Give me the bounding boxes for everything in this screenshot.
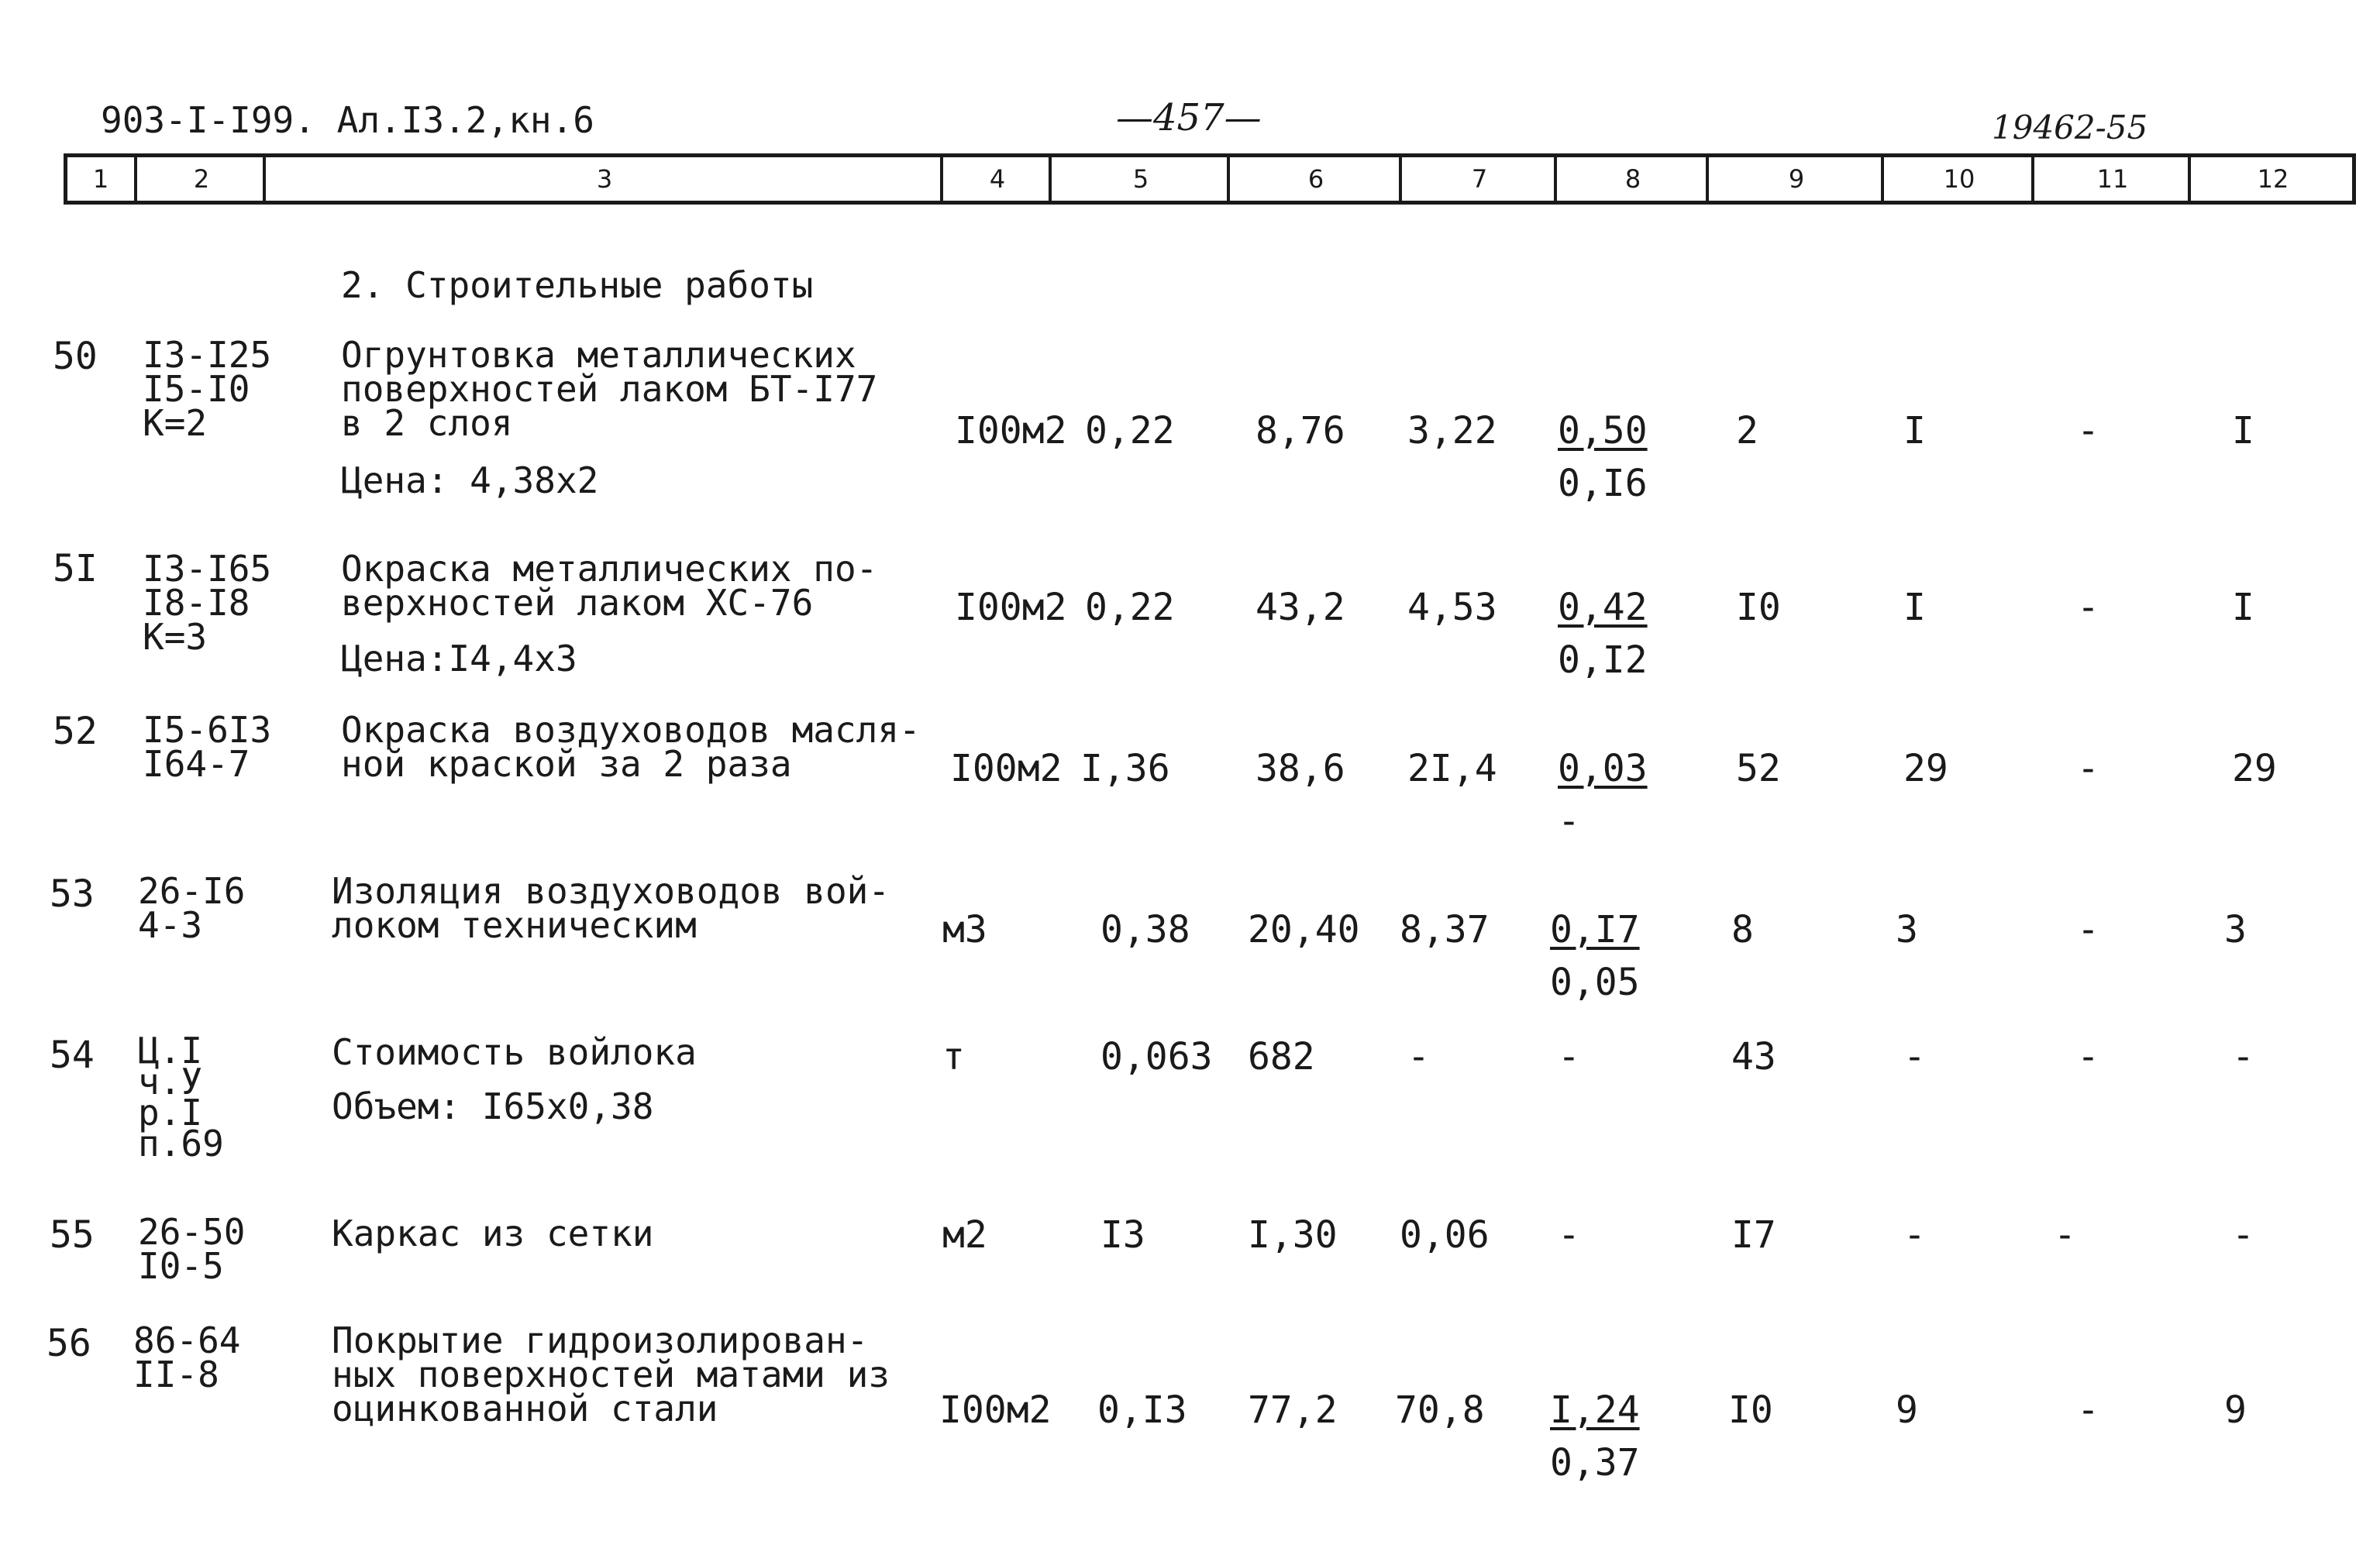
col9-value: 52 [1736, 747, 1781, 790]
col10-value: - [1903, 1035, 1926, 1079]
column-number: 7 [1399, 157, 1557, 201]
col7-value: - [1407, 1035, 1430, 1079]
unit: I00м2 [939, 1388, 1052, 1432]
column-number: 11 [2031, 157, 2191, 201]
col12-value: - [2232, 1213, 2254, 1257]
col7-value: 0,06 [1400, 1213, 1490, 1257]
description-line: ных поверхностей матами из [332, 1354, 890, 1395]
description-line: Огрунтовка металлических [341, 334, 856, 376]
unit-cost: I,30 [1248, 1213, 1338, 1257]
work-description [332, 870, 890, 946]
row-number: 5I [53, 547, 98, 590]
unit: м3 [942, 908, 987, 951]
norm-code [138, 1030, 224, 1165]
col10-value: 9 [1896, 1388, 1918, 1432]
column-number-bar [64, 153, 2356, 205]
description-line: Стоимость войлока [332, 1031, 697, 1073]
code-line: 4-3 [138, 904, 203, 946]
col7-value: 70,8 [1395, 1388, 1485, 1432]
work-description [341, 334, 878, 444]
code-line: I0-5 [138, 1245, 224, 1287]
column-number: 1 [92, 164, 109, 194]
price-note: Цена:I4,4х3 [341, 638, 577, 679]
code-line: I64-7 [143, 743, 250, 785]
code-line: 26-50 [138, 1211, 246, 1253]
col11-value: - [2054, 1213, 2076, 1257]
section-title: 2. Строительные работы [341, 264, 814, 306]
code-line: I3-I25 [143, 334, 272, 376]
column-number: 2 [134, 157, 266, 201]
col9-value: I0 [1736, 586, 1781, 629]
code-line: р.I [138, 1092, 203, 1134]
price-note: Объем: I65х0,38 [332, 1085, 654, 1127]
handwritten-reference: 19462-55 [1992, 108, 2148, 146]
col8-fraction [1558, 409, 1648, 505]
column-number: 5 [1049, 157, 1230, 201]
fraction-top: 0,I7 [1550, 908, 1640, 951]
column-number: 10 [1881, 157, 2034, 201]
col7-value: 8,37 [1400, 908, 1490, 951]
col7-value: 3,22 [1407, 409, 1497, 452]
col12-value: I [2232, 586, 2254, 629]
fraction-top: I,24 [1550, 1388, 1640, 1432]
description-line: локом техническим [332, 904, 697, 946]
code-line: I5-6I3 [143, 709, 272, 751]
unit: I00м2 [955, 586, 1067, 629]
col7-value: 4,53 [1407, 586, 1497, 629]
fraction-bottom: 0,37 [1550, 1441, 1640, 1484]
col8-fraction [1558, 586, 1648, 682]
col12-value: 3 [2224, 908, 2247, 951]
norm-code [143, 334, 272, 444]
col8-fraction [1550, 1388, 1640, 1484]
unit-cost: 682 [1248, 1035, 1315, 1079]
work-description [341, 709, 921, 785]
page-number: —457— [1116, 96, 1262, 139]
col10-value: I [1903, 586, 1926, 629]
col10-value: I [1903, 409, 1926, 452]
quantity: I,36 [1080, 747, 1170, 790]
col11-value: - [2077, 1388, 2099, 1432]
col10-value: - [1903, 1213, 1926, 1257]
quantity: 0,063 [1100, 1035, 1213, 1079]
code-line: I5-I0 [143, 368, 250, 410]
unit-cost: 8,76 [1255, 409, 1345, 452]
code-line: II-8 [133, 1354, 219, 1395]
description-line: верхностей лаком ХС-76 [341, 582, 814, 624]
quantity: 0,22 [1085, 409, 1175, 452]
quantity: 0,I3 [1097, 1388, 1187, 1432]
unit: I00м2 [955, 409, 1067, 452]
fraction-top: 0,03 [1558, 747, 1648, 790]
column-number: 8 [1554, 157, 1709, 201]
column-number: 6 [1227, 157, 1402, 201]
fraction-bottom: 0,I6 [1558, 462, 1648, 505]
col8-fraction [1558, 747, 1648, 843]
fraction-bottom: - [1558, 800, 1580, 843]
unit-cost: 77,2 [1248, 1388, 1338, 1432]
row-number: 56 [46, 1322, 91, 1365]
column-number: 4 [940, 157, 1052, 201]
column-number: 12 [2188, 157, 2355, 201]
col8-value: - [1558, 1035, 1580, 1079]
norm-code [138, 1211, 246, 1287]
col11-value: - [2077, 409, 2099, 452]
code-line: K=2 [143, 402, 208, 444]
code-line: I8-I8 [143, 582, 250, 624]
fraction-bottom: 0,05 [1550, 961, 1640, 1004]
document-code: 903-I-I99. Ал.I3.2,кн.6 [101, 99, 594, 141]
unit-cost: 20,40 [1248, 908, 1360, 951]
description-line: Покрытие гидроизолирован- [332, 1319, 869, 1361]
work-description [332, 1031, 697, 1073]
col11-value: - [2077, 586, 2099, 629]
col11-value: - [2077, 747, 2099, 790]
description-line: Каркас из сетки [332, 1213, 654, 1254]
description-line: ной краской за 2 раза [341, 743, 792, 785]
code-line: I3-I65 [143, 548, 272, 590]
description-line: оцинкованной стали [332, 1388, 718, 1429]
unit: I00м2 [950, 747, 1063, 790]
col9-value: 43 [1731, 1035, 1776, 1079]
fraction-bottom: 0,I2 [1558, 638, 1648, 682]
row-number: 53 [50, 872, 95, 916]
quantity: 0,22 [1085, 586, 1175, 629]
col11-value: - [2077, 908, 2099, 951]
norm-code [143, 709, 272, 785]
row-number: 55 [50, 1213, 95, 1257]
col10-value: 29 [1903, 747, 1948, 790]
code-line: K=3 [143, 616, 208, 658]
col7-value: 2I,4 [1407, 747, 1497, 790]
fraction-top: 0,50 [1558, 409, 1648, 452]
col11-value: - [2077, 1035, 2099, 1079]
col8-fraction [1550, 908, 1640, 1004]
quantity: I3 [1100, 1213, 1145, 1257]
fraction-top: 0,42 [1558, 586, 1648, 629]
work-description [332, 1319, 890, 1429]
unit-cost: 43,2 [1255, 586, 1345, 629]
column-number: 3 [263, 157, 943, 201]
price-note: Цена: 4,38х2 [341, 459, 599, 501]
description-line: Окраска металлических по- [341, 548, 878, 590]
row-number: 54 [50, 1034, 95, 1077]
norm-code [133, 1319, 241, 1395]
col9-value: I0 [1728, 1388, 1773, 1432]
description-line: Изоляция воздуховодов вой- [332, 870, 890, 912]
col12-value: 29 [2232, 747, 2277, 790]
row-number: 52 [53, 710, 98, 753]
unit: т [942, 1035, 965, 1079]
col12-value: 9 [2224, 1388, 2247, 1432]
col9-value: I7 [1731, 1213, 1776, 1257]
unit-cost: 38,6 [1255, 747, 1345, 790]
code-line: п.69 [138, 1123, 224, 1165]
norm-code [138, 870, 246, 946]
description-line: в 2 слоя [341, 402, 513, 444]
column-number: 9 [1706, 157, 1884, 201]
col12-value: I [2232, 409, 2254, 452]
unit: м2 [942, 1213, 987, 1257]
work-description [332, 1213, 654, 1254]
col8-value: - [1558, 1213, 1580, 1257]
norm-code [143, 548, 272, 658]
description-line: поверхностей лаком БТ-I77 [341, 368, 878, 410]
quantity: 0,38 [1100, 908, 1190, 951]
code-line: 26-I6 [138, 870, 246, 912]
work-description [341, 548, 878, 624]
col9-value: 8 [1731, 908, 1754, 951]
code-line: Ц.I [138, 1030, 203, 1072]
col12-value: - [2232, 1035, 2254, 1079]
code-line: ч.У [138, 1061, 203, 1103]
row-number: 50 [53, 335, 98, 378]
col9-value: 2 [1736, 409, 1758, 452]
col10-value: 3 [1896, 908, 1918, 951]
code-line: 86-64 [133, 1319, 241, 1361]
description-line: Окраска воздуховодов масля- [341, 709, 921, 751]
